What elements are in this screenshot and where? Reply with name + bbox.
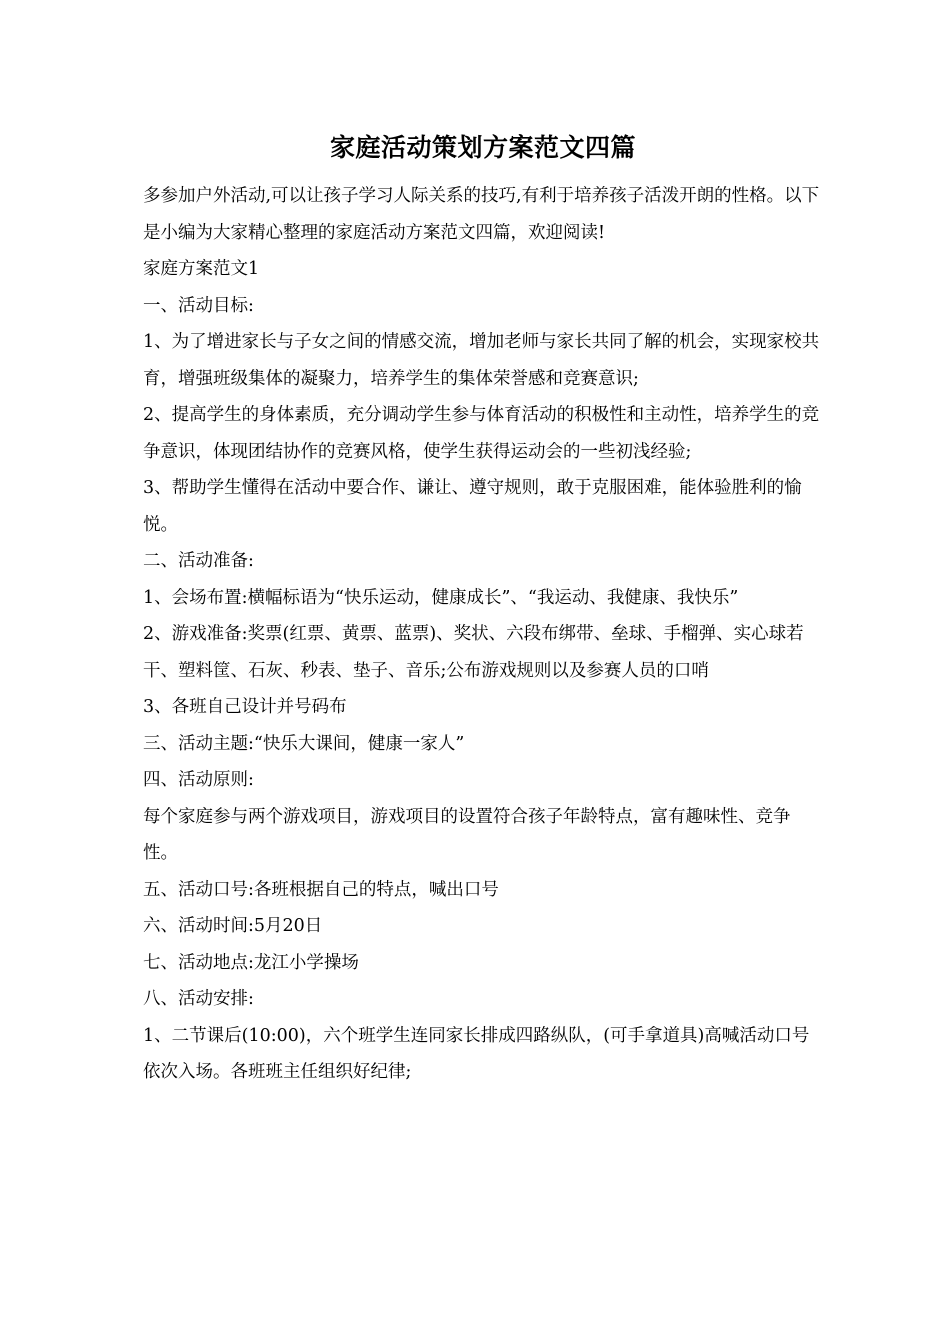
- section-heading: 三、活动主题:“快乐大课间，健康一家人”: [143, 733, 465, 754]
- body-paragraph: 1、二节课后(10:00)，六个班学生连同家长排成四路纵队，(可手拿道具)高喊活动口号依次入场。各班班主任组织好纪律;: [143, 1025, 810, 1082]
- section-heading: 家庭方案范文1: [143, 259, 260, 279]
- section-heading: 七、活动地点:龙江小学操场: [143, 952, 359, 973]
- body-paragraph: 1、为了增进家长与子女之间的情感交流，增加老师与家长共同了解的机会，实现家校共育，增强班级集体的凝聚力，培养学生的集体荣誉感和竞赛意识;: [143, 332, 820, 389]
- body-paragraph: 2、提高学生的身体素质，充分调动学生参与体育活动的积极性和主动性，培养学生的竞争意识，体现团结协作的竞赛风格，使学生获得运动会的一些初浅经验;: [143, 405, 820, 462]
- section-heading: 六、活动时间:5月20日: [143, 916, 323, 936]
- body-paragraph: 1、会场布置:横幅标语为“快乐运动，健康成长”、“我运动、我健康、我快乐”: [143, 587, 739, 608]
- body-paragraph: 3、各班自己设计并号码布: [143, 697, 347, 717]
- body-paragraph: 2、游戏准备:奖票(红票、黄票、蓝票)、奖状、六段布绑带、垒球、手榴弹、实心球若干、塑料筐、石灰、秒表、垫子、音乐;公布游戏规则以及参赛人员的口哨: [143, 624, 804, 681]
- section-heading: 一、活动目标:: [143, 295, 254, 316]
- intro-paragraph: 多参加户外活动,可以让孩子学习人际关系的技巧,有利于培养孩子活泼开朗的性格。以下是小编为大家精心整理的家庭活动方案范文四篇，欢迎阅读!: [143, 186, 820, 243]
- document-body: [143, 128, 823, 1091]
- section-heading: 五、活动口号:各班根据自己的特点，喊出口号: [143, 879, 499, 900]
- document-title: 家庭活动策划方案范文四篇: [329, 133, 636, 162]
- section-heading: 八、活动安排:: [143, 989, 254, 1009]
- body-paragraph: 每个家庭参与两个游戏项目，游戏项目的设置符合孩子年龄特点，富有趣味性、竞争性。: [143, 806, 791, 863]
- section-heading: 四、活动原则:: [143, 770, 254, 790]
- section-heading: 二、活动准备:: [143, 551, 254, 571]
- body-paragraph: 3、帮助学生懂得在活动中要合作、谦让、遵守规则，敢于克服困难，能体验胜利的愉悦。: [143, 478, 802, 535]
